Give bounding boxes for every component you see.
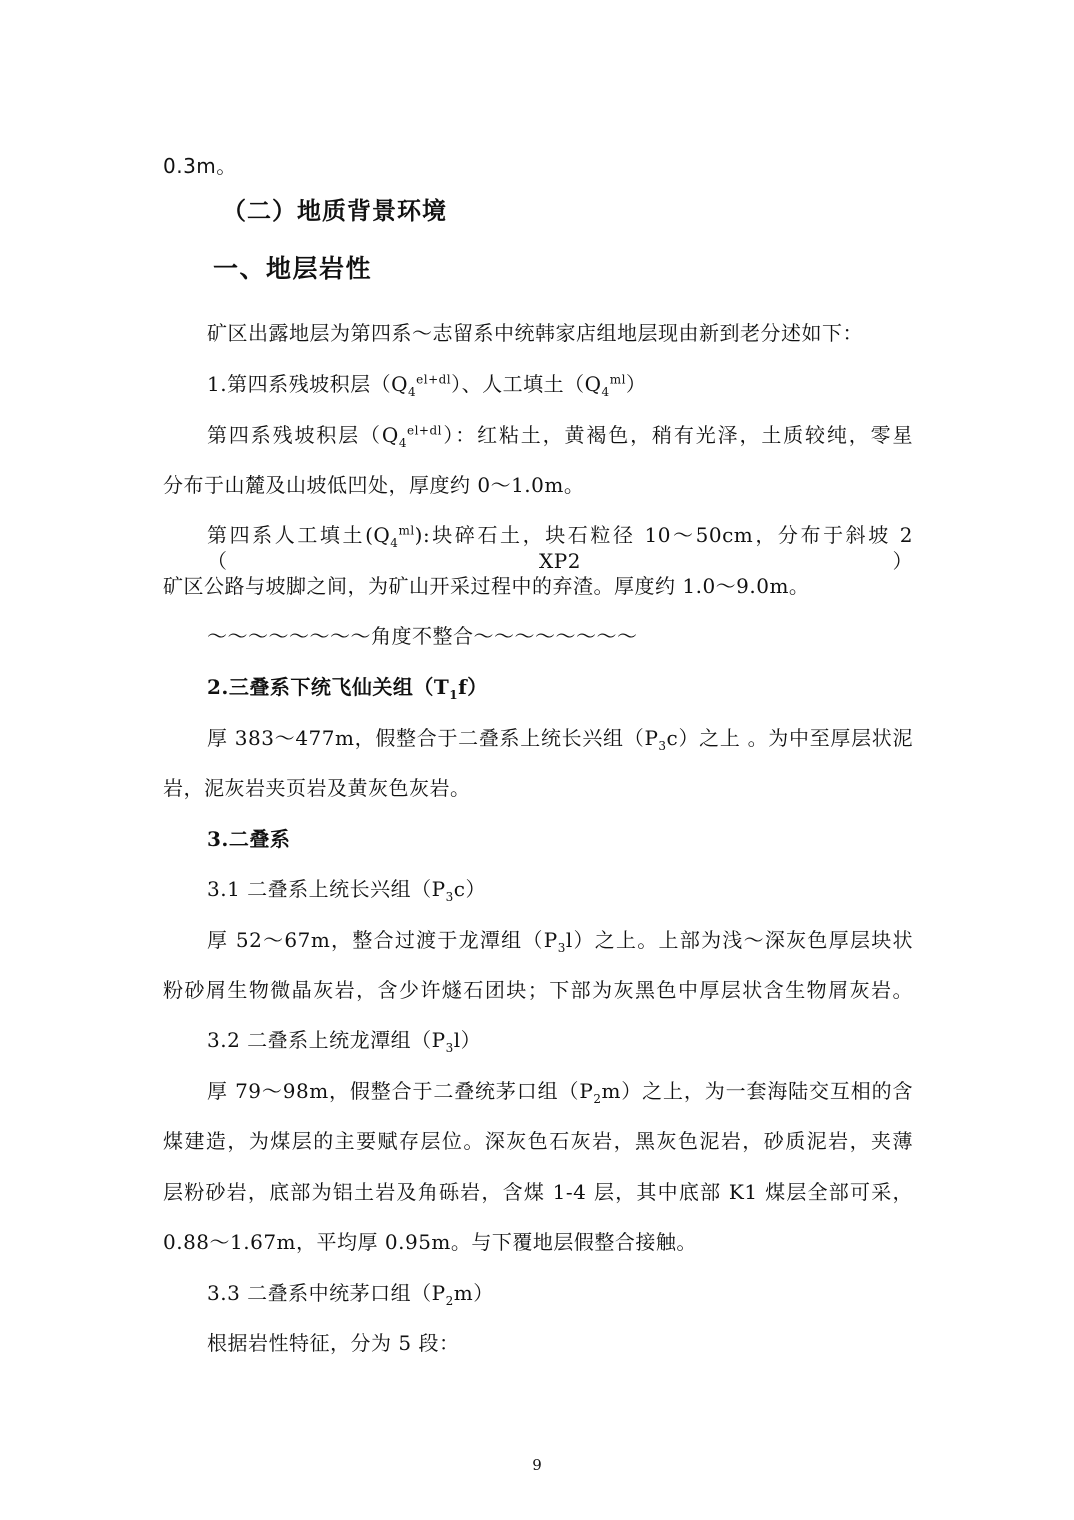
unconformity-marker: ～～～～～～～～角度不整合～～～～～～～～ [207, 624, 638, 648]
maokou-paragraph: 根据岩性特征，分为 5 段： [207, 1331, 460, 1355]
longtan-line-2: 煤建造，为煤层的主要赋存层位。深灰色石灰岩，黑灰色泥岩，砂质泥岩，夹薄 [163, 1129, 913, 1153]
triassic-heading: 2.三叠系下统飞仙关组$(T_1f)$ [207, 675, 488, 702]
page-number: 9 [532, 1456, 542, 1474]
chapter-heading: 一、地层岩性 [213, 254, 373, 283]
changxing-line-1: 厚 52～67m，整合过渡于龙潭组$(P_3l)$之上。上部为浅～深灰色厚层块状 [207, 928, 913, 955]
longtan-heading: 3.2 二叠系上统龙潭组$(P_3l)$ [207, 1028, 482, 1055]
paragraph-tail: 0.3m。 [163, 154, 237, 178]
triassic-line-1: 厚 383～477m，假整合于二叠系上统长兴组$(P_3c)$之上 。为中至厚层状泥 [207, 726, 913, 753]
changxing-line-2: 粉砂屑生物微晶灰岩，含少许燧石团块；下部为灰黑色中厚层状含生物屑灰岩。 [163, 978, 913, 1002]
changxing-heading: 3.1 二叠系上统长兴组$(P_3c)$ [207, 877, 486, 904]
intro-paragraph: 矿区出露地层为第四系～志留系中统韩家店组地层现由新到老分述如下： [207, 321, 863, 345]
longtan-line-1: 厚 79～98m，假整合于二叠统茅口组$(P_2m)$之上，为一套海陆交互相的含 [207, 1079, 913, 1106]
maokou-heading: 3.3 二叠系中统茅口组$(P_2m)$ [207, 1281, 494, 1308]
fill-soil-line-2: 矿区公路与坡脚之间，为矿山开采过程中的弃渣。厚度约 1.0～9.0m。 [163, 574, 810, 598]
section-heading: （二）地质背景环境 [222, 197, 447, 225]
longtan-line-4: 0.88～1.67m，平均厚 0.95m。与下覆地层假整合接触。 [163, 1230, 697, 1254]
permian-heading: 3.二叠系 [207, 827, 291, 851]
longtan-line-3: 层粉砂岩，底部为铝土岩及角砾岩，含煤 1-4 层，其中底部 K1 煤层全部可采， [163, 1180, 913, 1204]
residual-layer-line-1: 第四系残坡积层$(Q_4^{el+dl})$：红粘土，黄褐色，稍有光泽，土质较纯，零星 [207, 423, 914, 450]
residual-layer-line-2: 分布于山麓及山坡低凹处，厚度约 0～1.0m。 [163, 473, 585, 497]
quaternary-heading: 1.第四系残坡积层$(Q_4^{el+dl})$、人工填土$(Q_4^{ml})$ [207, 372, 647, 399]
triassic-line-2: 岩，泥灰岩夹页岩及黄灰色灰岩。 [163, 776, 471, 800]
fill-soil-line-1: 第四系人工填土$(Q_4^{ml})$:块碎石土，块石粒径 10～50cm，分布于斜坡 2（XP2） [207, 523, 913, 573]
